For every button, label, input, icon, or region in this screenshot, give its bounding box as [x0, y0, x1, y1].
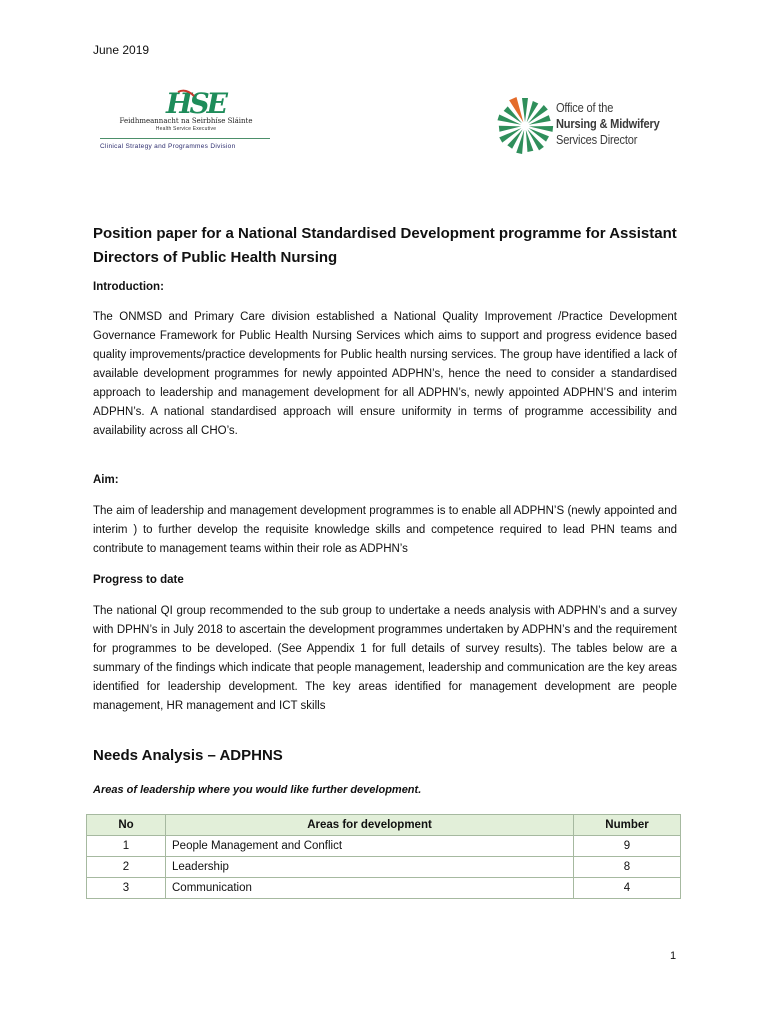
- hse-irish-name: Feidhmeannacht na Seirbhíse Sláinte: [119, 117, 253, 125]
- onmsd-starburst-icon: [493, 92, 557, 156]
- table-row: [87, 836, 681, 857]
- needs-analysis-table: [86, 814, 681, 899]
- progress-paragraph: The national QI group recommended to the sub group to undertake a needs analysis with ADPHN’s and a survey with DPHN’s in July 2018 to ascertain the development programmes undertaken by ADPHN’s and the requirement for programmes to be developed. (See Appendix 1 for full details of survey results). The tables below are a summary of the findings which indicate that people management, leadership and communication are the key areas identified for leadership development. The key areas identified for management development are people management, HR management and ICT skills: [93, 605, 677, 712]
- cell-area: Leadership: [166, 857, 574, 878]
- hse-english-name: Health Service Executive: [155, 126, 217, 132]
- cell-no: 1: [87, 836, 166, 857]
- header-no: No: [87, 815, 166, 836]
- cell-number: 9: [574, 836, 681, 857]
- cell-area: Communication: [166, 878, 574, 899]
- cell-number: 4: [574, 878, 681, 899]
- hse-mark-icon: [164, 86, 226, 120]
- aim-heading: Aim:: [93, 474, 119, 486]
- onmsd-line1: Office of the: [556, 100, 614, 115]
- needs-analysis-heading: Needs Analysis – ADPHNS: [93, 747, 283, 764]
- table-header-row: [87, 815, 681, 836]
- hse-division-name: Clinical Strategy and Programmes Division: [100, 143, 236, 150]
- hse-divider: [100, 138, 270, 139]
- hse-logo: [96, 86, 276, 156]
- document-title: Position paper for a National Standardised Development programme for Assistant Directors of Public Health Nursing: [93, 225, 677, 266]
- onmsd-line2: Nursing & Midwifery: [556, 116, 660, 131]
- document-date: June 2019: [93, 43, 150, 57]
- onmsd-name: [556, 100, 660, 148]
- hse-mark-text: HSE: [166, 87, 226, 120]
- onmsd-logo: [493, 92, 683, 160]
- progress-heading: Progress to date: [93, 574, 184, 586]
- cell-no: 3: [87, 878, 166, 899]
- cell-no: 2: [87, 857, 166, 878]
- page-number: 1: [670, 950, 677, 962]
- cell-number: 8: [574, 857, 681, 878]
- aim-paragraph: The aim of leadership and management development programmes is to enable all ADPHN’S (newly appointed and interim ) to further develop the requisite knowledge skills and competence required to lead PHN teams and contribute to management teams within their role as ADPHN’s: [93, 505, 677, 555]
- onmsd-line3: Services Director: [556, 132, 638, 147]
- cell-area: People Management and Conflict: [166, 836, 574, 857]
- header-number: Number: [574, 815, 681, 836]
- introduction-heading: Introduction:: [93, 281, 164, 293]
- table-row: [87, 857, 681, 878]
- introduction-paragraph: The ONMSD and Primary Care division established a National Quality Improvement /Practice Development Governance Framework for Public Health Nursing Services which aims to support and progress evidence based quality improvements/practice developments for Public health nursing services. The group have identified a lack of available development programmes for newly appointed ADPHN’s, hence the need to consider a standardised approach to leadership and management development for all ADPHN’s, newly appointed ADPHN’S and interim ADPHN’s. A national standardised approach will ensure uniformity in terms of programme accessibility and availability across all CHO’s.: [93, 311, 677, 437]
- header-area: Areas for development: [166, 815, 574, 836]
- table-row: [87, 878, 681, 899]
- table-caption: Areas of leadership where you would like further development.: [93, 784, 422, 796]
